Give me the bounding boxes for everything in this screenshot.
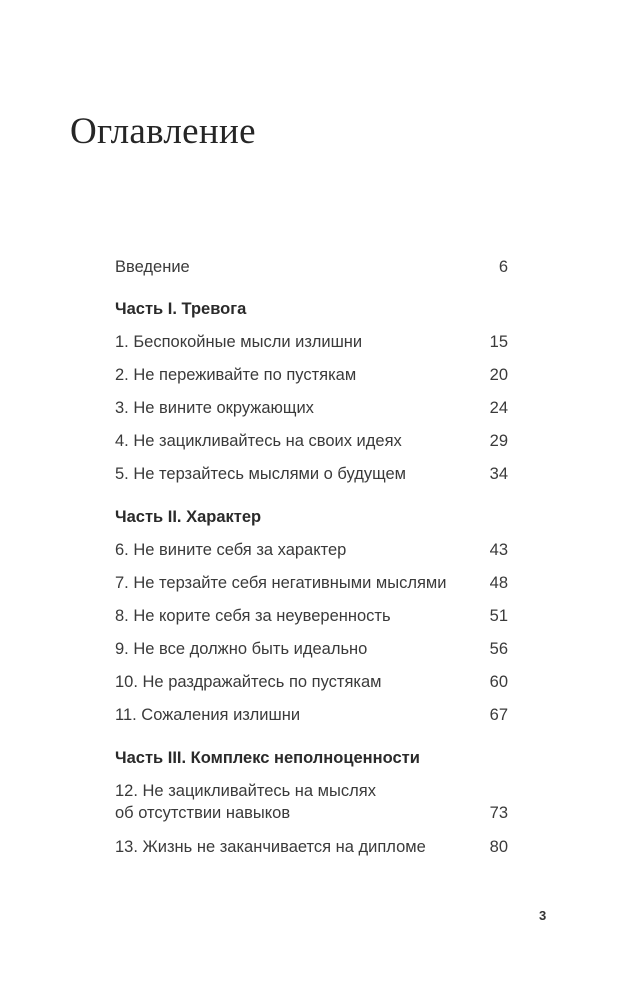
toc-entry-label: 10. Не раздражайтесь по пустякам: [115, 673, 382, 691]
toc-entry-page: 20: [489, 366, 508, 384]
toc-entry-label: 8. Не корите себя за неуверенность: [115, 607, 391, 625]
toc-entry-page: 29: [489, 432, 508, 450]
toc-entry-label-continued: об отсутствии навыков: [115, 804, 291, 822]
toc-entry-page: 24: [489, 399, 508, 417]
toc-entry-page: 15: [489, 333, 508, 351]
toc-entry-page: 80: [489, 838, 508, 856]
toc-entry-label: 3. Не вините окружающих: [115, 399, 314, 417]
toc-entry-label: 12. Не зацикливайтесь на мыслях: [115, 782, 376, 800]
toc-entry-page: 6: [498, 258, 508, 276]
toc-entry-page: 60: [489, 673, 508, 691]
toc-part-heading: Часть III. Комплекс неполноценности: [115, 749, 420, 767]
toc-entry-page: 51: [489, 607, 508, 625]
toc-entry-label: 1. Беспокойные мысли излишни: [115, 333, 363, 351]
toc-entry-label: 2. Не переживайте по пустякам: [115, 366, 357, 384]
toc-entry-label: 5. Не терзайтесь мыслями о будущем: [115, 465, 406, 483]
toc-entry-label: 11. Сожаления излишни: [115, 706, 301, 724]
toc-entry-label: 4. Не зацикливайтесь на своих идеях: [115, 432, 402, 450]
toc-entry-label: 13. Жизнь не заканчивается на дипломе: [115, 838, 426, 856]
toc-part-heading: Часть I. Тревога: [115, 300, 247, 318]
toc-entry-label: 9. Не все должно быть идеально: [115, 640, 368, 658]
toc-entry-label: Введение: [115, 258, 190, 276]
toc-entry-page: 34: [489, 465, 508, 483]
toc-entry-page: 48: [489, 574, 508, 592]
toc-entry-page: 73: [489, 804, 508, 822]
page-number: 3: [539, 908, 547, 923]
toc-entry-label: 7. Не терзайте себя негативными мыслями: [115, 574, 447, 592]
toc-entry-label: 6. Не вините себя за характер: [115, 541, 347, 559]
toc-entry-page: 56: [489, 640, 508, 658]
page-title: Оглавление: [70, 111, 256, 152]
toc-part-heading: Часть II. Характер: [115, 508, 262, 526]
toc-entry-page: 43: [489, 541, 508, 559]
toc-entry-page: 67: [489, 706, 508, 724]
